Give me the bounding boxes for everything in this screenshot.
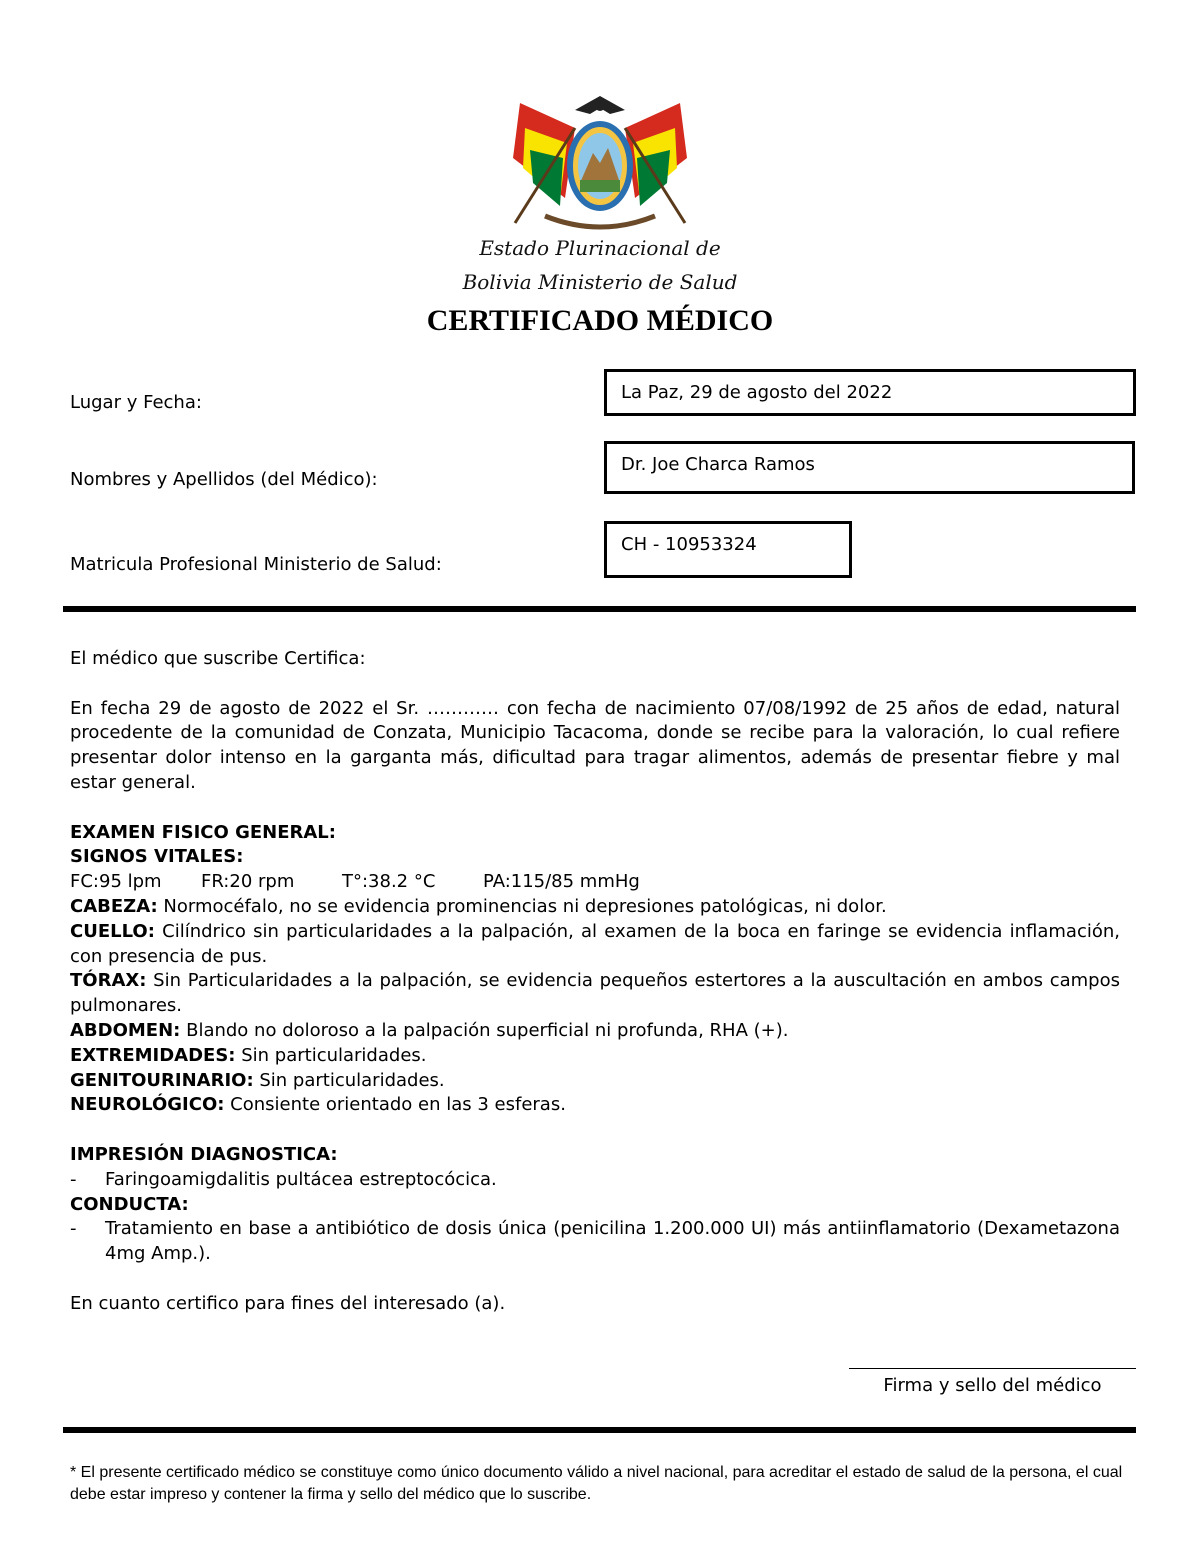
conduct-text: Tratamiento en base a antibiótico de dosis única (penicilina 1.200.000 UI) más antiinflamatorio (Dexametazona 4mg Amp.).	[105, 1218, 1120, 1265]
footer-divider	[63, 1427, 1136, 1433]
narrative-text: En fecha 29 de agosto de 2022 el Sr. ………… con fecha de nacimiento 07/08/1992 de 25 años de edad, natural procedente de la comunidad de Conzata, Municipio Tacacoma, donde se recibe para la valoración, lo cual refiere presentar dolor intenso en la garganta más, dificultad para tragar alimentos, además de presentar fiebre y mal estar general.	[70, 697, 1120, 793]
finding-label: EXTREMIDADES:	[70, 1044, 236, 1066]
license-field: CH - 10953324	[604, 521, 852, 578]
finding-text: Blando no doloroso a la palpación superficial ni profunda, RHA (+).	[180, 1019, 789, 1041]
finding-abdomen	[70, 1019, 1120, 1044]
issuer-line-2: Bolivia Ministerio de Salud	[462, 270, 738, 294]
license-label: Matricula Profesional Ministerio de Salud:	[70, 554, 442, 575]
diagnosis-heading: IMPRESIÓN DIAGNOSTICA:	[70, 1143, 338, 1165]
finding-label: ABDOMEN:	[70, 1019, 181, 1041]
diagnosis-text: Faringoamigdalitis pultácea estreptocócica.	[105, 1168, 497, 1190]
certificate-body	[70, 647, 1120, 1317]
finding-head	[70, 895, 1120, 920]
vital-pa: PA:115/85 mmHg	[483, 871, 640, 893]
finding-label: GENITOURINARIO:	[70, 1069, 254, 1091]
finding-genitourinary	[70, 1069, 1120, 1094]
issuer-line-1: Estado Plurinacional de	[479, 236, 721, 260]
header-divider	[63, 606, 1136, 612]
finding-label: CUELLO:	[70, 920, 155, 942]
conduct-heading: CONDUCTA:	[70, 1193, 189, 1215]
signature-line	[849, 1368, 1136, 1369]
finding-text: Sin Particularidades a la palpación, se evidencia pequeños estertores a la auscultación en ambos campos pulmonares.	[70, 970, 1120, 1017]
place-date-label: Lugar y Fecha:	[70, 392, 202, 413]
doctor-name-label: Nombres y Apellidos (del Médico):	[70, 469, 378, 490]
vital-fc: FC:95 lpm	[70, 871, 162, 893]
finding-text: Cilíndrico sin particularidades a la palpación, al examen de la boca en faringe se evidencia inflamación, con presencia de pus.	[70, 920, 1120, 967]
vitals-heading: SIGNOS VITALES:	[70, 846, 244, 868]
flags-left	[513, 103, 575, 223]
list-dash: -	[70, 1168, 77, 1190]
finding-label: CABEZA:	[70, 895, 158, 917]
flags-right	[625, 103, 687, 223]
doctor-name-field: Dr. Joe Charca Ramos	[604, 441, 1135, 494]
coat-of-arms-emblem	[505, 88, 695, 238]
finding-text: Consiente orientado en las 3 esferas.	[224, 1094, 566, 1116]
signature-label: Firma y sello del médico	[883, 1375, 1102, 1396]
finding-label: TÓRAX:	[70, 970, 147, 992]
footnote: * El presente certificado médico se constituye como único documento válido a nivel nacional, para acreditar el estado de salud de la persona, el cual debe estar impreso y contener la firma y sello del médico que lo suscribe.	[70, 1464, 1123, 1503]
finding-label: NEUROLÓGICO:	[70, 1094, 225, 1116]
conduct-item	[70, 1217, 1120, 1267]
finding-text: Sin particularidades.	[253, 1069, 445, 1091]
vital-temp: T°:38.2 °C	[342, 871, 436, 893]
finding-extremities	[70, 1044, 1120, 1069]
page-title: CERTIFICADO MÉDICO	[426, 304, 774, 337]
vital-fr: FR:20 rpm	[201, 871, 295, 893]
finding-neck	[70, 920, 1120, 970]
diagnosis-item	[70, 1168, 1120, 1193]
finding-neurological	[70, 1093, 1120, 1118]
place-date-field: La Paz, 29 de agosto del 2022	[604, 369, 1136, 416]
closing-text: En cuanto certifico para fines del interesado (a).	[70, 1292, 506, 1314]
vitals-row	[70, 870, 1120, 895]
finding-thorax	[70, 969, 1120, 1019]
exam-heading: EXAMEN FISICO GENERAL:	[70, 821, 336, 843]
finding-text: Sin particularidades.	[235, 1044, 427, 1066]
intro-text: El médico que suscribe Certifica:	[70, 648, 366, 669]
list-dash: -	[70, 1218, 77, 1240]
finding-text: Normocéfalo, no se evidencia prominencias ni depresiones patológicas, ni dolor.	[157, 895, 887, 917]
